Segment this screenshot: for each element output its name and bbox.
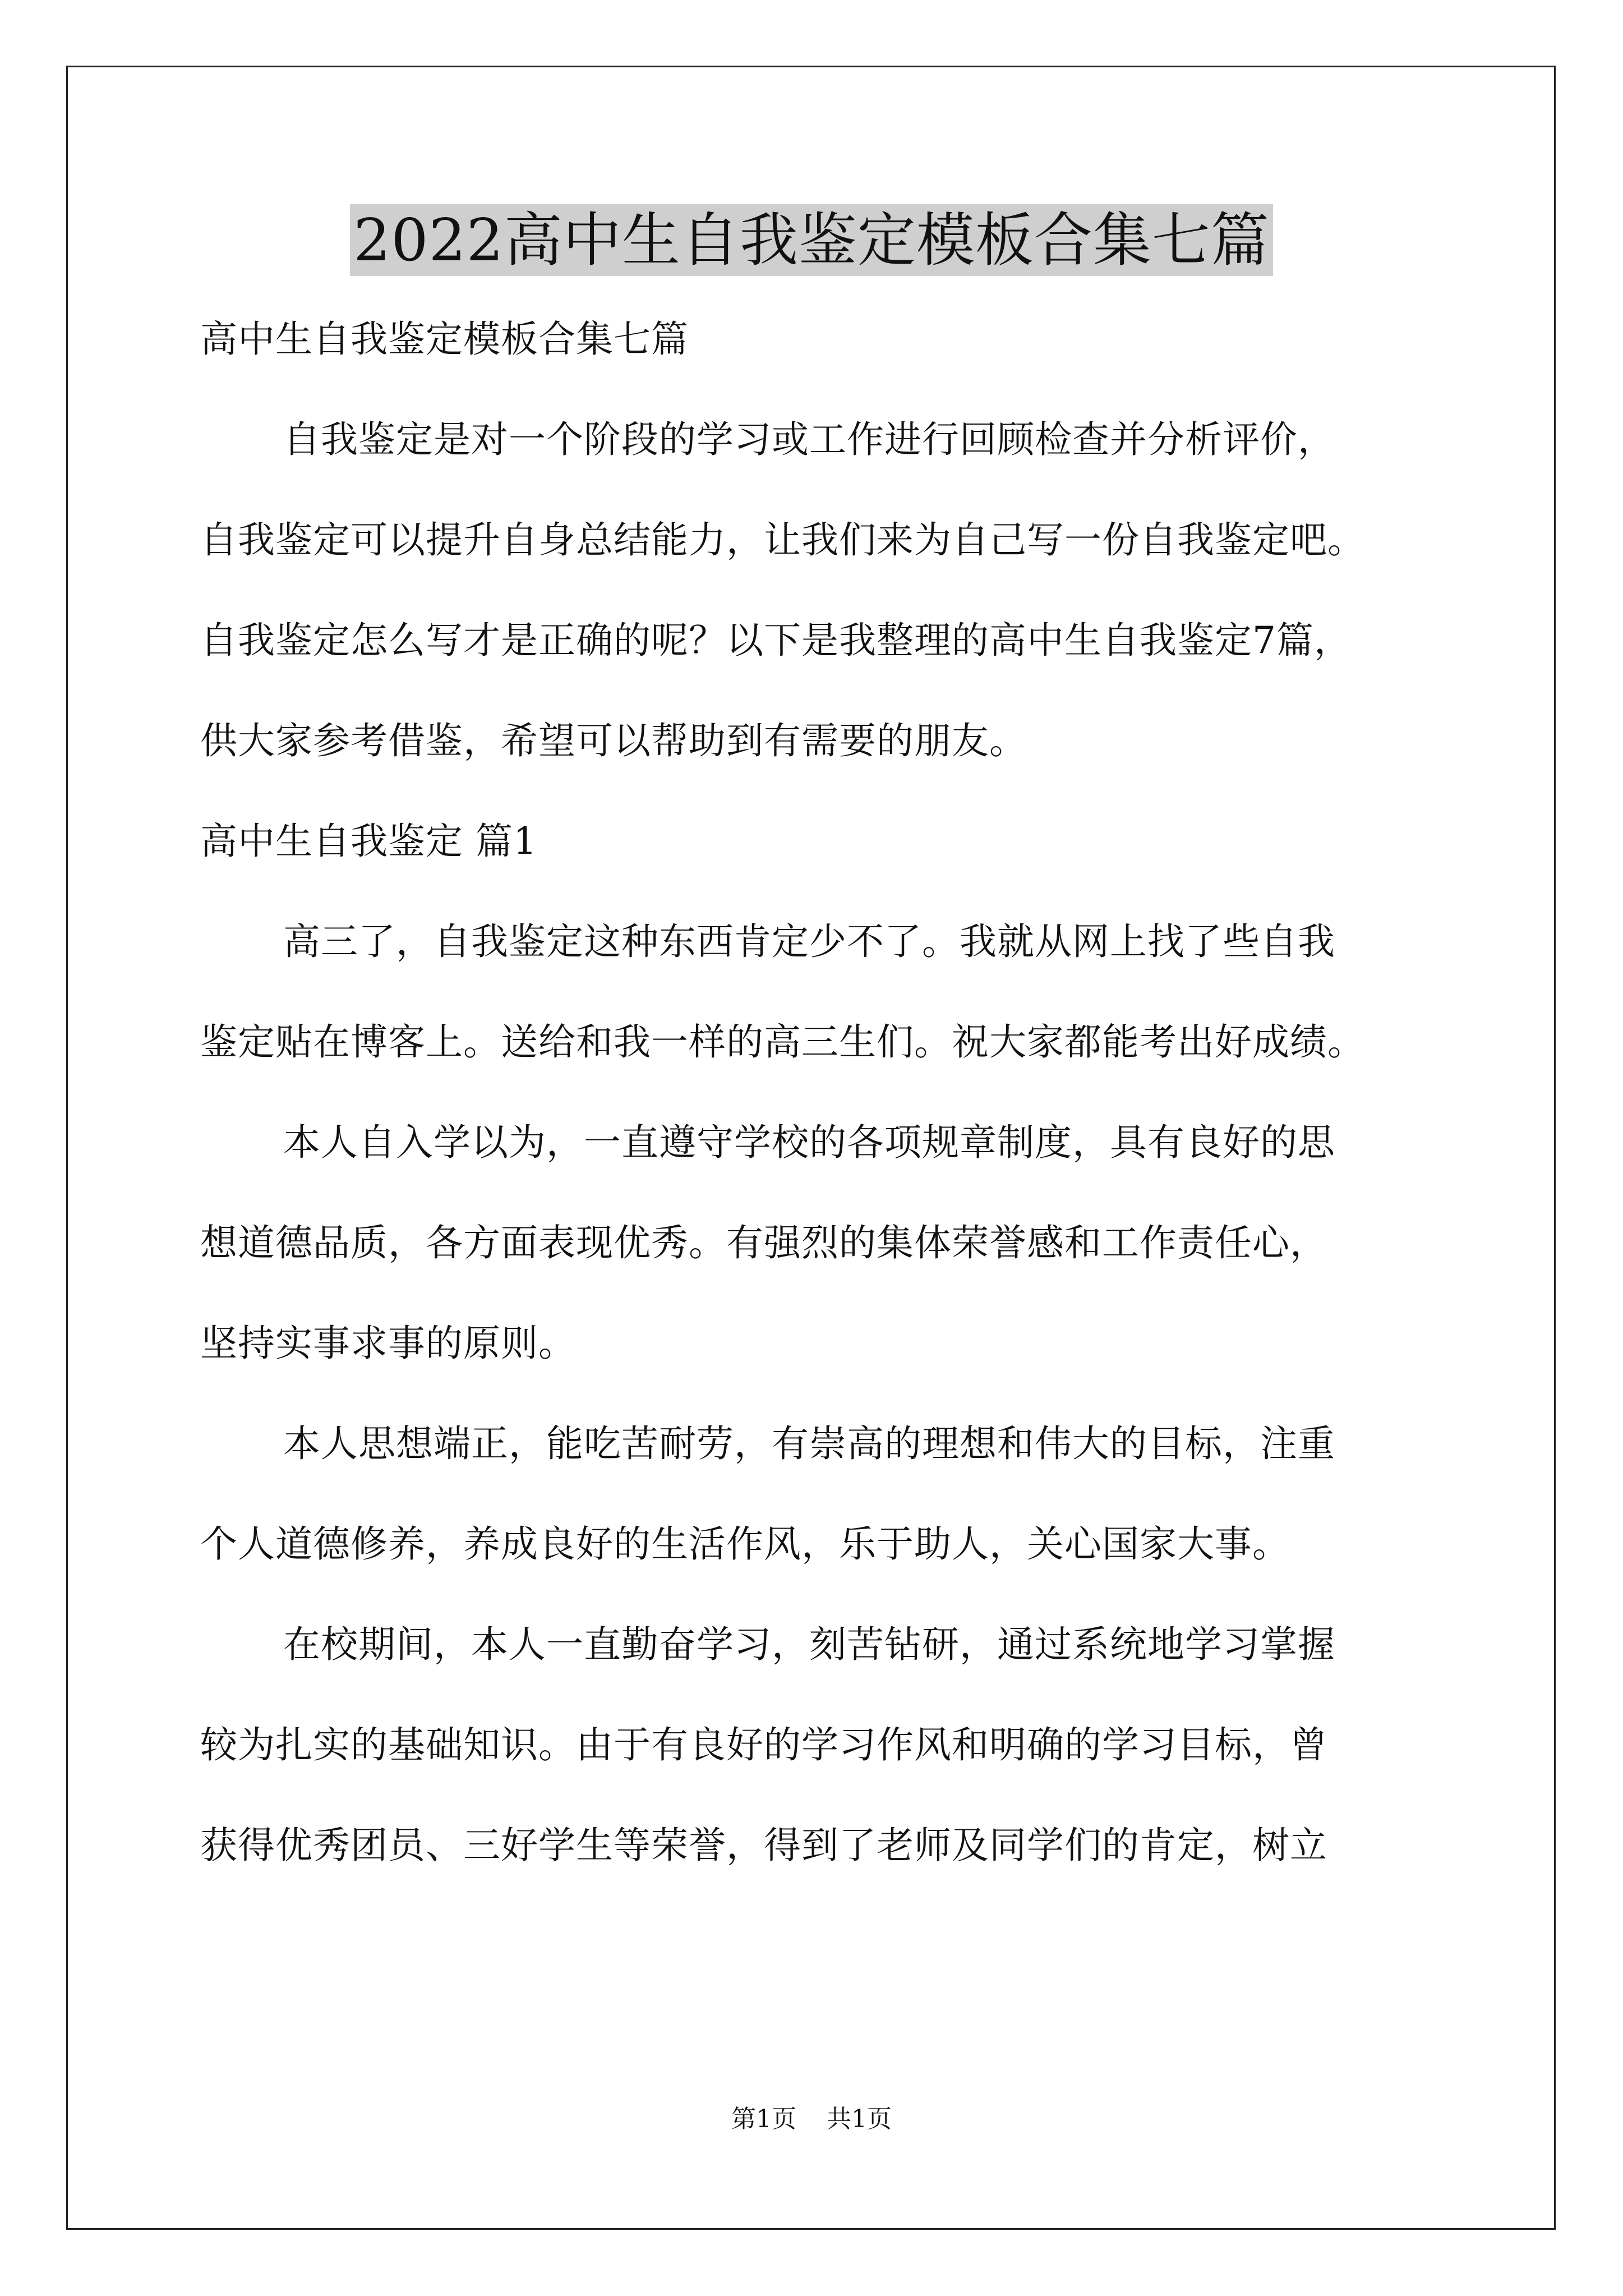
text-line: 本人思想端正，能吃苦耐劳，有崇高的理想和伟大的目标，注重: [283, 1422, 1335, 1465]
text-line: 自我鉴定怎么写才是正确的呢？以下是我整理的高中生自我鉴定7篇，: [200, 619, 1352, 662]
text-line: 在校期间，本人一直勤奋学习，刻苦钻研，通过系统地学习掌握: [283, 1623, 1335, 1666]
document-title: 2022高中生自我鉴定模板合集七篇: [350, 204, 1273, 276]
text-line: 高三了，自我鉴定这种东西肯定少不了。我就从网上找了些自我: [283, 920, 1335, 963]
text-line: 自我鉴定可以提升自身总结能力，让我们来为自己写一份自我鉴定吧。: [200, 518, 1365, 562]
text-line: 获得优秀团员、三好学生等荣誉，得到了老师及同学们的肯定，树立: [200, 1824, 1327, 1867]
page-total: 共1页: [827, 2105, 892, 2133]
text-line: 坚持实事求事的原则。: [200, 1322, 576, 1365]
page-footer: [0, 2104, 1623, 2135]
text-line: 鉴定贴在博客上。送给和我一样的高三生们。祝大家都能考出好成绩。: [200, 1020, 1365, 1064]
text-line: 高中生自我鉴定模板合集七篇: [200, 318, 689, 361]
text-line: 自我鉴定是对一个阶段的学习或工作进行回顾检查并分析评价，: [283, 418, 1335, 461]
document-body: [200, 314, 1434, 1921]
page-number: 第1页: [731, 2105, 796, 2133]
text-line: 供大家参考借鉴，希望可以帮助到有需要的朋友。: [200, 719, 1027, 762]
text-line: 较为扎实的基础知识。由于有良好的学习作风和明确的学习目标，曾: [200, 1723, 1327, 1766]
section-heading: 高中生自我鉴定 篇1: [200, 820, 537, 863]
text-line: 想道德品质，各方面表现优秀。有强烈的集体荣誉感和工作责任心，: [200, 1221, 1327, 1264]
title-wrap: [0, 204, 1623, 276]
text-line: 个人道德修养，养成良好的生活作风，乐于助人，关心国家大事。: [200, 1522, 1290, 1566]
text-line: 本人自入学以为，一直遵守学校的各项规章制度，具有良好的思: [283, 1121, 1335, 1164]
